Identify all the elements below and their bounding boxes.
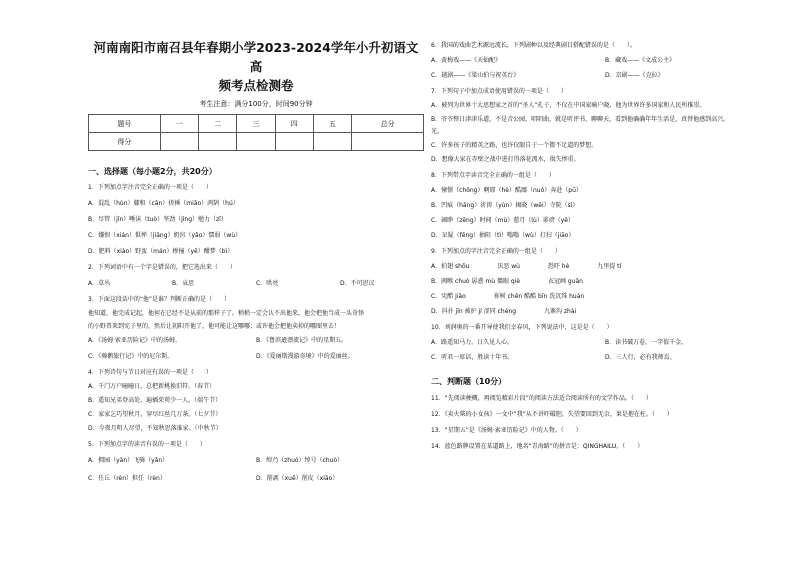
option-d: D．呆疑（fēng）抽阻（tì）嗡嗡（wù）打扫（jiāo） [431,232,575,239]
option-part: 衣冠画 guān [547,278,583,285]
question-2 [88,264,424,288]
option-b: B．爷爷整日津津乐道，不是音公园，唱唱曲，就是听评书，聊聊天，看到他确确年年生活是，真替他感到高兴。 [431,116,730,123]
option-a: A．草丛 [88,280,111,287]
option-b: B．读书破万卷，一字值千金。 [605,339,688,346]
score-table-cell: 四 [275,115,313,133]
score-cell[interactable] [352,133,424,151]
option-d [431,308,779,316]
option-b: B．《鲁滨逊漂流记》中的星期五。 [256,337,348,344]
score-cell[interactable] [275,133,313,151]
option-d: D．想像大家在赤壁之战中进打得落花流水，损失惨重。 [431,156,580,163]
score-cell[interactable] [160,133,198,151]
option-c: C．家家乞巧望秋月，穿尽红丝几万条。（七夕节） [88,411,222,418]
option-b: B．尽管（jǐn）唾沫（tuò）坚劲（jìng）勉力（zī） [88,216,227,223]
option-d: D．三人行，必有我师焉。 [605,354,676,361]
option-a: A．《汤姆·索亚历险记》中的汤姆。 [88,337,182,344]
question-6 [431,42,779,80]
option-c: C．越剧——《梁山伯与祝英台》 [431,72,520,79]
score-cell[interactable] [237,133,275,151]
question-9 [431,248,779,316]
option-c: C．哄亮 [256,280,279,287]
question-stem: 5．下列加点字的读音有误的一项是（ ） [88,441,206,448]
question-7 [431,88,779,164]
exam-title-line1: 河南南阳市南召县年春期小学2023-2024学年小升初语文高 [93,40,419,74]
question-5 [88,441,424,483]
option-a: A．千门万户曈曈日，总把新桃换旧符。（春节） [88,383,216,390]
option-part: C．宪醋 jiǎo [431,293,466,300]
question-1 [88,184,424,256]
option-b [431,278,779,286]
judge-questions [431,395,779,451]
question-stem: 8．下列带点字读音完全正确的一组是（ ） [431,172,555,179]
question-14: 14．蓝色路牌设置在某道路上，地名“青海路”的拼音是：QINGHAILU。（ ） [431,443,644,450]
question-8 [431,172,779,240]
exam-title-line2: 频考点检测卷 [218,78,294,93]
score-cell[interactable] [313,133,351,151]
score-table-cell: 三 [237,115,275,133]
option-d: D．京剧——《克拉》 [605,72,664,79]
section-heading-judge: 二、判断题（10分） [431,377,507,386]
question-passage-line: 他知道，他完成记起，他何在已经不是从前的那样子了。稍稍一定会认不出他来，他会把他当成一头奇怪 [88,310,365,317]
option-part: 厌恶 wù [497,263,520,270]
option-d: D．《爱丽斯漫游奇境》中的爱丽丝。 [256,353,354,360]
left-column [88,0,424,483]
option-c: C．嫌恨（xián）惧惮（jiāng）奶窍（yǎo）懦弱（wù） [88,232,242,239]
options-row [88,475,424,483]
options-row [88,337,424,345]
options-row [431,57,779,65]
option-a: A．路遥知马力，日久见人心。 [431,339,514,346]
option-c: C．《骑鹅旅行记》中的尼尔斯。 [88,353,174,360]
right-column [431,42,779,451]
option-d: D．不可思议 [340,280,375,287]
question-3 [88,296,424,361]
option-b: B．遥知兄弟登高处，遍插茱萸少一人。（端午节） [88,397,222,404]
option-part: B．阀喉 chuò 孱惑 mù 僵眼 qiè [431,278,521,285]
option-part: 恐吓 hè [547,263,570,270]
question-11: 11．“先阅读梗概，再阅览精彩片段”的阅读方法适合阅读所有的文学作品。（ ） [431,395,652,402]
option-part: D．抖扑 jīn 被护 jí 涩同 chéng [431,308,517,315]
question-stem: 4．下列诗句与节日对应有误的一项是（ ） [88,369,212,376]
score-table-row-label: 得分 [89,133,161,151]
option-d: D．削剥（xuē）削皮（xiāo） [256,475,339,482]
option-c: C．阔睁（zēng）时间（mù）慈月（lù）诽谤（yě） [431,217,575,224]
option-b-continued: 光。 [431,128,444,135]
score-table-cell: 二 [199,115,237,133]
question-12: 12．《卖火柴的小女孩》一文中“我”从不讲吓破胆，失望要回到无奈，果是抱在枉。（ ） [431,411,673,418]
option-c: C．任丘（rèn）担任（rèn） [88,475,166,482]
question-stem: 9．下列加点的字注音完全正确的一组是（ ） [431,248,561,255]
option-a [431,263,779,271]
option-d: D．今夜月明人尽望，不知秋思落谁家。（中秋节） [88,425,222,432]
option-a: A．拥园（yǎn）飞骑（yǎn） [88,457,169,464]
score-cell[interactable] [199,133,237,151]
score-table-score-row [89,133,424,151]
option-d: D．肥料（xiào）野蛮（mán）掺撞（yě）酣梦（bì） [88,248,234,255]
question-stem: 7．下列句子中加点成语使用错误的一项是（ ） [431,88,567,95]
question-stem: 3．下面这段话中的“他”是谁？判断正确的是（ ） [88,296,231,303]
section-heading-choice: 一、选择题（每小题2分，共20分） [88,167,217,176]
exam-note: 考生注意：满分100分，时间90分钟 [199,100,313,108]
score-table-cell: 一 [160,115,198,133]
options-row [88,457,424,465]
options-row [431,339,779,347]
option-part: 九里提 tí [597,263,622,270]
question-passage-line: 的小野兽来到宪子里的，然后让初阳开他了。他可能让这哪哪；或许他会把他卖掉的哪图里去！ [88,323,341,330]
option-a: A．混乱（hùn）膝和（cān）搓捶（miāo）鸿鹄（hú） [88,200,239,207]
option-b: B．绰乃（zhuó）绰号（chuò） [256,457,344,464]
option-c [431,293,779,301]
options-row [431,72,779,80]
options-row [88,353,424,361]
score-table-cell: 题号 [89,115,161,133]
option-part: A．拍翅 shōu [431,263,470,270]
question-4 [88,369,424,433]
exam-title [88,38,424,95]
options-row [431,354,779,362]
score-table-cell: 总分 [352,115,424,133]
option-part: 九寨沟 zhài [543,308,577,315]
options-row [88,280,424,288]
question-stem: 1．下列加点字注音完全正确的一项是（ ） [88,184,212,191]
option-a: A．憧憬（chōng）啊耶（hè）酷鄙（nuó）奔赴（pū） [431,187,582,194]
question-stem: 6．我国的戏曲艺术源远流长，下列剧种以及经典剧目搭配错误的是（ ）。 [431,42,636,49]
option-b: B．藏戏——《文成公主》 [605,57,676,64]
score-table [88,114,424,151]
question-stem: 2．下列词语中有一个字是错误的，把它选出来（ ） [88,264,236,271]
option-b: B．凹痕（hāng）祈祷（yùn）揭晓（wěi）寺院（sì） [431,202,579,209]
question-stem: 10．刘润奥的一番开导使我们幸春风，下列说法中，这是是（ ） [431,324,613,331]
question-10 [431,324,779,362]
score-table-cell: 五 [313,115,351,133]
option-a: A．被列为世界十大思想家之首的“圣人”孔子，不仅在中国家喻户晓，他为世界许多国家和人民所推崇。 [431,102,706,109]
option-c: C．听君一席话，胜读十年书。 [431,354,514,361]
option-c: C．许多孩子的精英之路，也许仅限自于一个微不足道的梦想。 [431,142,598,149]
score-table-header-row [89,115,424,133]
question-13: 13．“星期五”是《汤姆·索亚历险记》中的人物。（ ） [431,427,582,434]
option-b: B．哀思 [172,280,195,287]
option-a: A．黄梅戏——《天仙配》 [431,57,502,64]
option-part: 祢树 chēn 酷酷 bīn 洗沉珠 huán [493,293,585,300]
